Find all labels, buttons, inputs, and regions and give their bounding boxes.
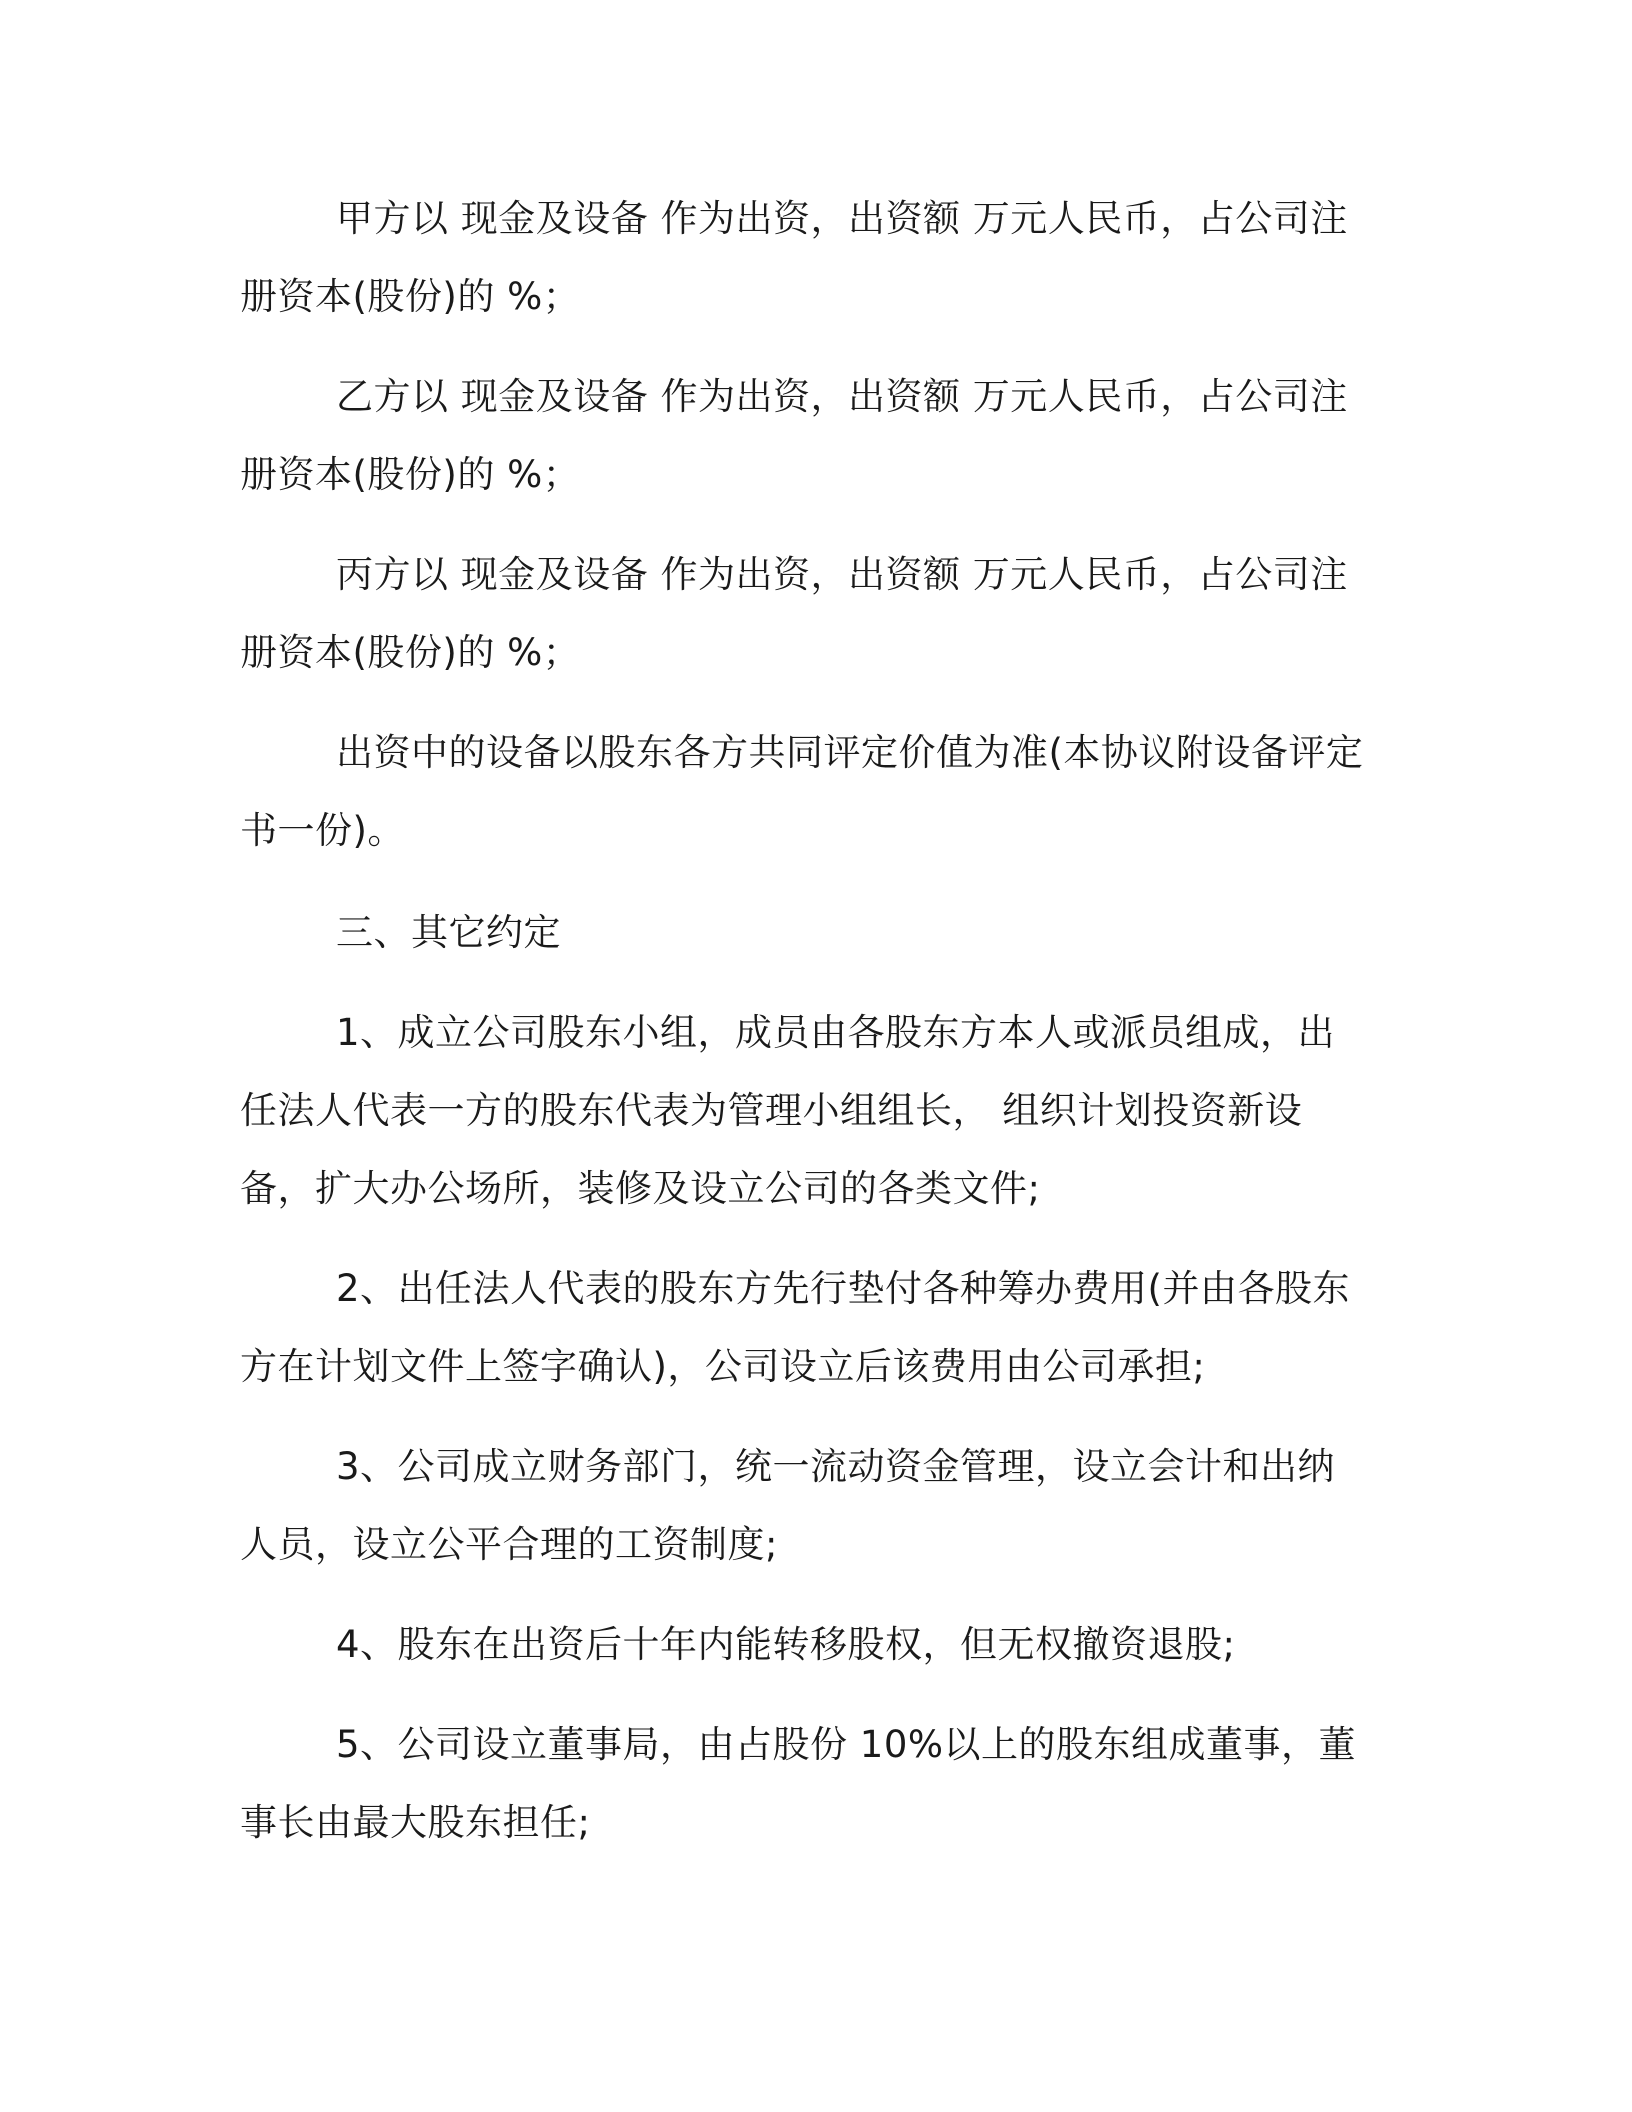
paragraph-party-c-contribution: 丙方以 现金及设备 作为出资，出资额 万元人民币，占公司注册资本(股份)的 %； [240, 553, 1348, 674]
document-body [240, 180, 1370, 1862]
clause-5: 5、公司设立董事局，由占股份 10%以上的股东组成董事，董事长由最大股东担任; [240, 1723, 1357, 1844]
paragraph-party-a-contribution: 甲方以 现金及设备 作为出资，出资额 万元人民币，占公司注册资本(股份)的 %； [240, 197, 1348, 318]
clause-1: 1、成立公司股东小组，成员由各股东方本人或派员组成，出任法人代表一方的股东代表为管理小组组长， 组织计划投资新设备，扩大办公场所，装修及设立公司的各类文件; [240, 1011, 1336, 1210]
section-heading-other-agreements: 三、其它约定 [336, 911, 561, 954]
paragraph-equipment-valuation: 出资中的设备以股东各方共同评定价值为准(本协议附设备评定书一份)。 [240, 731, 1364, 852]
paragraph-party-b-contribution: 乙方以 现金及设备 作为出资，出资额 万元人民币，占公司注册资本(股份)的 %； [240, 375, 1348, 496]
clause-3: 3、公司成立财务部门，统一流动资金管理，设立会计和出纳人员，设立公平合理的工资制度; [240, 1445, 1336, 1566]
clause-4: 4、股东在出资后十年内能转移股权，但无权撤资退股; [336, 1623, 1236, 1666]
clause-2: 2、出任法人代表的股东方先行垫付各种筹办费用(并由各股东方在计划文件上签字确认)，公司设立后该费用由公司承担; [240, 1267, 1350, 1388]
